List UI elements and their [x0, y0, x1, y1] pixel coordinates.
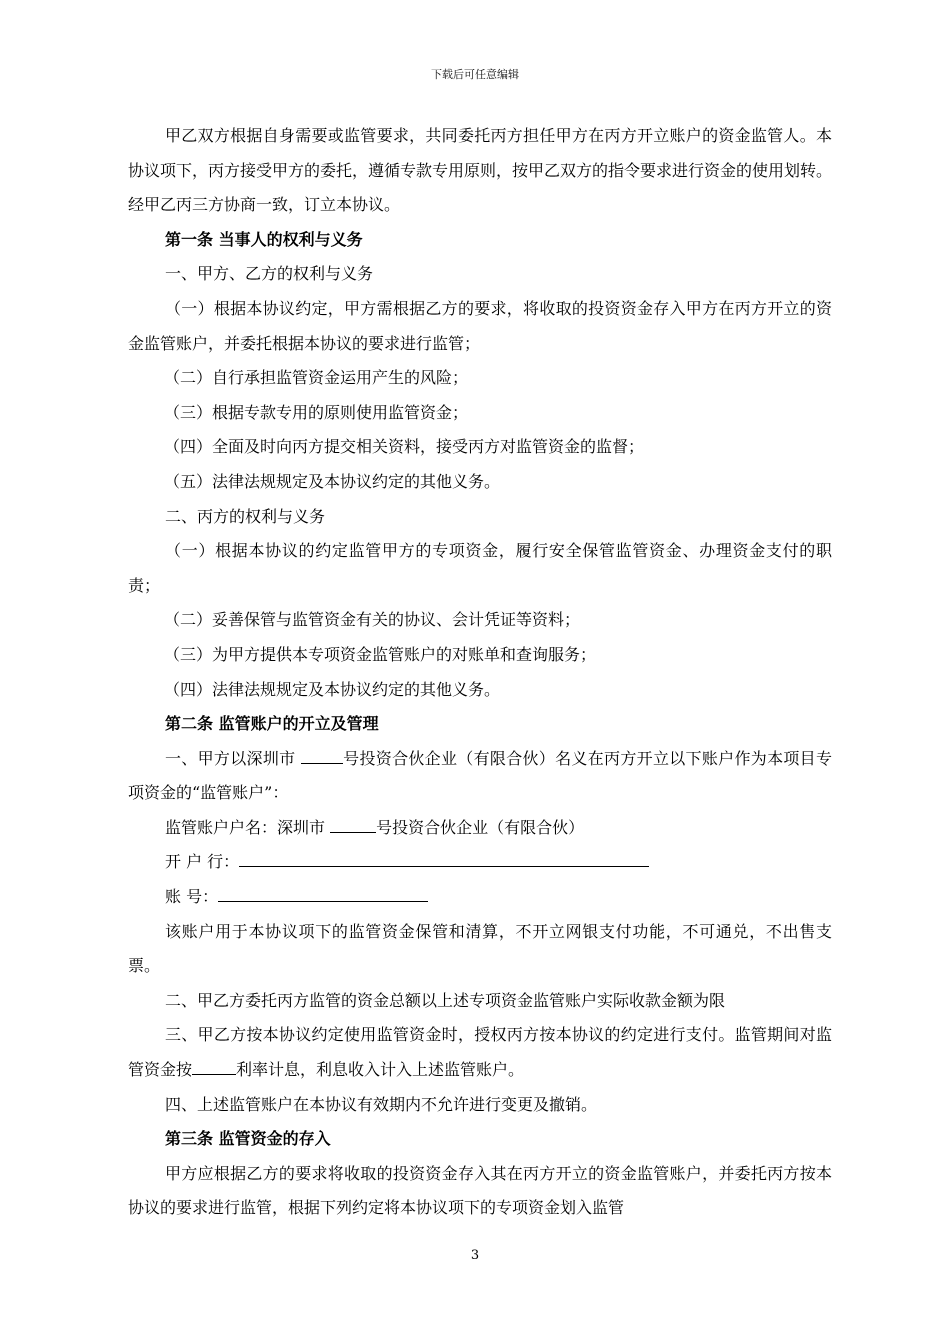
article-2-clause-3	[128, 1018, 832, 1087]
section-1-item-3: （三）根据专款专用的原则使用监管资金；	[164, 402, 469, 422]
intro-paragraph: 甲乙双方根据自身需要或监管要求，共同委托丙方担任甲方在丙方开立账户的资金监管人。本协议项下，丙方接受甲方的委托，遵循专款专用原则，按甲乙双方的指令要求进行资金的使用划转。经甲乙丙三方协商一致，订立本协议。	[128, 126, 833, 215]
article-3-paragraph: 甲方应根据乙方的要求将收取的投资资金存入其在丙方开立的资金监管账户，并委托丙方按本协议的要求进行监管，根据下列约定将本协议项下的专项资金划入监管	[128, 1163, 832, 1218]
section-2-item-2: （二）妥善保管与监管资金有关的协议、会计凭证等资料；	[164, 610, 581, 630]
article-2-clause-4: 四、上述监管账户在本协议有效期内不允许进行变更及撤销。	[165, 1094, 598, 1114]
clause-1-suffix: 号投资合伙企业（有限合伙）名义在丙方开立以下账户作为本项目专项资金的“监管账户”：	[128, 748, 832, 803]
header-note: 下载后可任意编辑	[431, 68, 519, 81]
bank-line	[128, 845, 832, 880]
account-no-blank	[218, 885, 428, 902]
section-1-item-2: （二）自行承担监管资金运用产生的风险；	[164, 368, 469, 388]
article-2-clause-1	[128, 742, 832, 811]
clause-1-prefix: 一、甲方以深圳市	[165, 748, 301, 768]
section-2-title: 二、丙方的权利与义务	[165, 506, 326, 526]
account-name-prefix: 监管账户户名：深圳市	[165, 817, 331, 837]
article-3-title: 第三条 监管资金的存入	[165, 1129, 331, 1149]
bank-label: 开 户 行：	[165, 852, 240, 872]
account-number-blank	[330, 816, 376, 833]
article-2-title: 第二条 监管账户的开立及管理	[165, 714, 379, 734]
account-name-suffix: 号投资合伙企业（有限合伙）	[376, 817, 585, 837]
section-1-item-1: （一）根据本协议约定，甲方需根据乙方的要求，将收取的投资资金存入甲方在丙方开立的资金监管账户，并委托根据本协议的要求进行监管；	[128, 298, 832, 353]
article-1-title: 第一条 当事人的权利与义务	[165, 229, 363, 249]
page-number: 3	[470, 1248, 480, 1263]
account-no-label: 账 号：	[165, 887, 219, 907]
section-2-item-3: （三）为甲方提供本专项资金监管账户的对账单和查询服务；	[164, 644, 597, 664]
clause-3-suffix: 利率计息，利息收入计入上述监管账户。	[236, 1060, 525, 1080]
article-2-clause-2: 二、甲乙方委托丙方监管的资金总额以上述专项资金监管账户实际收款金额为限	[165, 990, 726, 1010]
section-1-item-5: （五）法律法规规定及本协议约定的其他义务。	[164, 471, 501, 491]
section-1-title: 一、甲方、乙方的权利与义务	[165, 264, 374, 284]
clause-3-prefix: 三、甲乙方按本协议约定使用监管资金时，授权丙方按本协议的约定进行支付。监管期间对监管资金按	[128, 1025, 832, 1080]
document-body	[128, 119, 832, 1226]
account-note: 该账户用于本协议项下的监管资金保管和清算，不开立网银支付功能，不可通兑，不出售支票。	[128, 921, 832, 976]
section-2-item-1: （一）根据本协议的约定监管甲方的专项资金，履行安全保管监管资金、办理资金支付的职责；	[128, 541, 832, 595]
section-1-item-4: （四）全面及时向丙方提交相关资料，接受丙方对监管资金的监督；	[164, 437, 645, 457]
account-name-line	[128, 811, 832, 846]
account-no-line	[128, 880, 832, 915]
enterprise-number-blank	[301, 747, 343, 764]
section-2-item-4: （四）法律法规规定及本协议约定的其他义务。	[164, 679, 501, 699]
bank-blank	[239, 850, 649, 867]
interest-rate-blank	[192, 1058, 236, 1075]
